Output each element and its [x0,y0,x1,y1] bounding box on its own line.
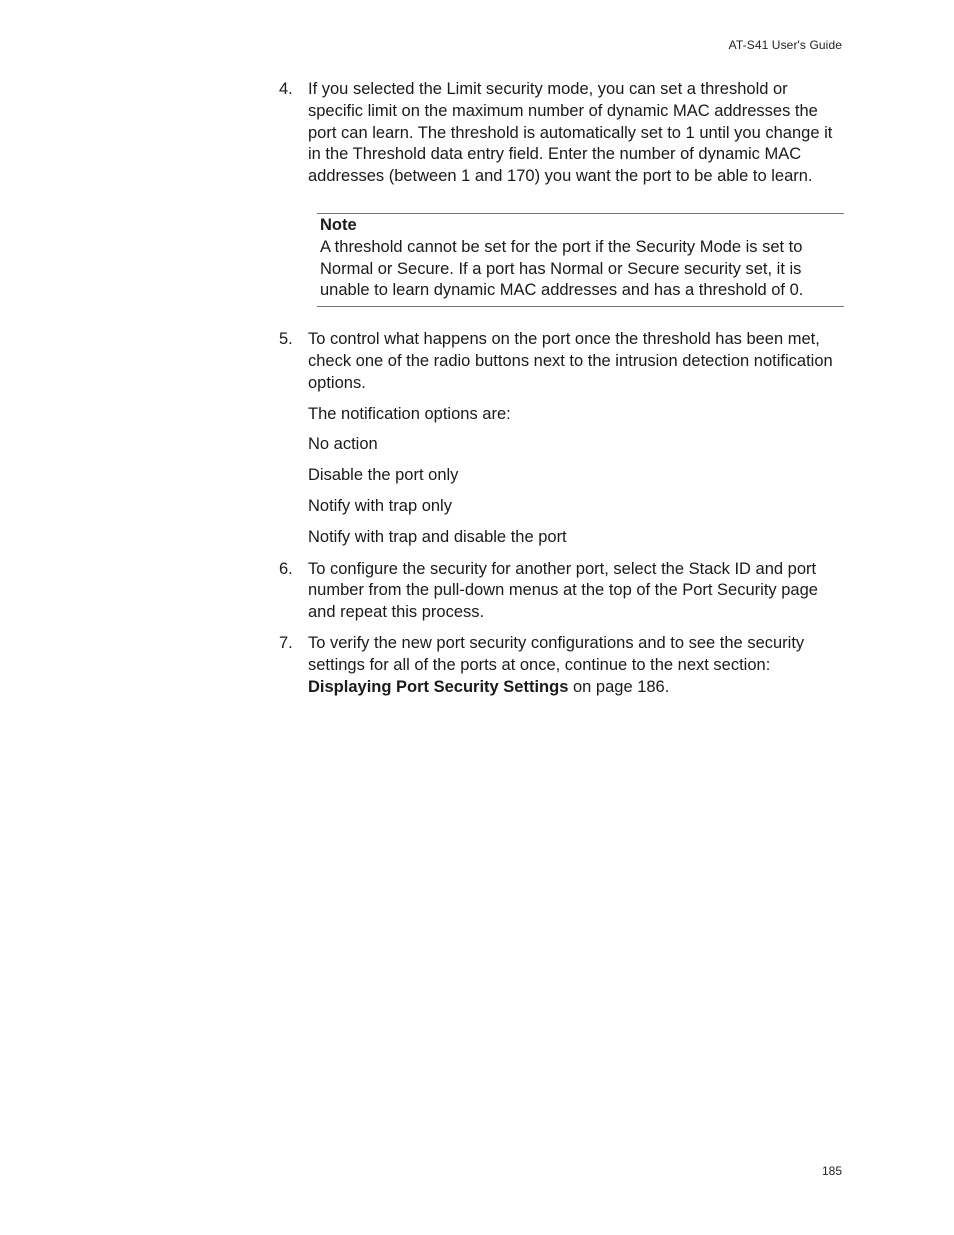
step-text-before: To verify the new port security configurations and to see the security settings for all of the ports at once, continue to the next section: [308,633,805,674]
step-5 [279,329,844,394]
step-number: 7. [279,633,293,652]
step-text: If you selected the Limit security mode, you can set a threshold or specific limit on the maximum number of dynamic MAC addresses the port can learn. The threshold is automatically set to 1 until you change it in the Threshold data entry field. Enter the number of dynamic MAC addresses (between 1 and 170) you want the port to be able to learn. [308,80,833,186]
note-title: Note [320,215,357,234]
notification-option-no-action: No action [308,435,378,454]
notification-option-trap-disable: Notify with trap and disable the port [308,527,567,546]
step-text [308,633,844,698]
step-number: 5. [279,330,293,349]
step-7 [279,633,844,698]
step-number: 6. [279,559,293,578]
notification-option-trap: Notify with trap only [308,496,452,515]
note-box [317,213,844,307]
step-4 [279,79,844,188]
step-text: To control what happens on the port once the threshold has been met, check one of the radio buttons next to the intrusion detection notification options. [308,330,833,392]
cross-reference-link[interactable]: Displaying Port Security Settings [308,677,569,696]
step-text: To configure the security for another port, select the Stack ID and port number from the pull-down menus at the top of the Port Security page and repeat this process. [308,559,818,622]
page-content [279,79,844,698]
running-header: AT-S41 User's Guide [728,38,842,52]
note-text: A threshold cannot be set for the port if the Security Mode is set to Normal or Secure. If a port has Normal or Secure security set, it is unable to learn dynamic MAC addresses and has a threshold of 0. [320,237,804,300]
page-number: 185 [821,1164,842,1178]
step-6 [279,559,844,624]
step-text-after: on page 186. [568,677,670,696]
notification-option-disable-port: Disable the port only [308,466,459,485]
step-number: 4. [279,80,293,98]
notification-intro: The notification options are: [308,404,511,423]
